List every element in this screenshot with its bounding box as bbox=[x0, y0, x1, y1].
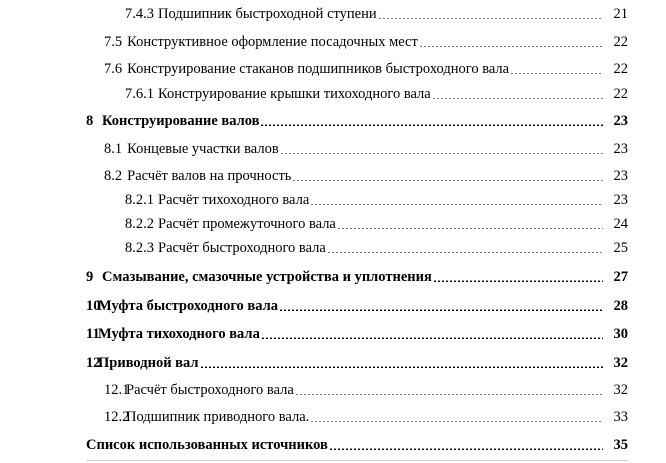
toc-entry-number: 8.1 bbox=[104, 141, 123, 157]
dot-leader bbox=[280, 153, 603, 154]
toc-entry-number: 8.2.2 bbox=[125, 216, 154, 232]
toc-entry-10[interactable] bbox=[86, 297, 628, 315]
toc-entry-7-5[interactable] bbox=[104, 33, 628, 51]
toc-entry-title: Муфта тихоходного вала bbox=[98, 326, 260, 342]
toc-entry-12-1[interactable] bbox=[104, 381, 628, 399]
toc-entry-title: Смазывание, смазочные устройства и уплотнения bbox=[102, 269, 432, 285]
toc-entry-title: Муфта быстроходного вала bbox=[98, 298, 279, 314]
toc-entry-page: 21 bbox=[613, 6, 628, 22]
toc-entry-8-2[interactable] bbox=[104, 167, 628, 185]
toc-entry-number: 12 bbox=[86, 355, 101, 371]
toc-entry-title: Подшипник приводного вала. bbox=[126, 409, 310, 425]
toc-entry-page: 24 bbox=[613, 216, 628, 232]
dot-leader bbox=[310, 421, 603, 422]
dot-leader bbox=[200, 366, 603, 368]
toc-entry-8-2-1[interactable] bbox=[125, 191, 628, 209]
toc-entry-page: 32 bbox=[613, 355, 628, 371]
dot-leader bbox=[419, 46, 603, 47]
toc-entry-page: 33 bbox=[613, 409, 628, 425]
dot-leader bbox=[261, 337, 603, 339]
toc-entry-12-2[interactable] bbox=[104, 408, 628, 426]
toc-entry-title: Расчёт тихоходного вала bbox=[158, 192, 310, 208]
toc-entry-title: Конструктивное оформление посадочных мест bbox=[127, 34, 418, 50]
dot-leader bbox=[327, 252, 603, 253]
toc-entry-number: 10 bbox=[86, 298, 101, 314]
toc-entry-title: Приводной вал bbox=[98, 355, 199, 371]
toc-entry-page: 23 bbox=[613, 141, 628, 157]
toc-entry-title: Расчёт быстроходного вала bbox=[126, 382, 294, 398]
toc-entry-number: 12.1 bbox=[104, 382, 130, 398]
toc-entry-title: Список использованных источников bbox=[86, 437, 328, 453]
toc-entry-page: 30 bbox=[613, 326, 628, 342]
dot-leader bbox=[432, 98, 603, 99]
toc-entry-page: 32 bbox=[613, 382, 628, 398]
dot-leader bbox=[510, 73, 603, 74]
dot-leader bbox=[310, 204, 603, 205]
toc-entry-title: Конструирование крышки тихоходного вала bbox=[158, 86, 431, 102]
toc-entry-title: Подшипник быстроходной ступени bbox=[158, 6, 377, 22]
toc-entry-title: Расчёт валов на прочность bbox=[127, 168, 292, 184]
toc-entry-page: 22 bbox=[613, 61, 628, 77]
toc-entry-title: Расчёт быстроходного вала bbox=[158, 240, 326, 256]
toc-entry-9[interactable] bbox=[86, 268, 628, 286]
toc-entry-number: 11 bbox=[86, 326, 100, 342]
toc-entry-7-6[interactable] bbox=[104, 60, 628, 78]
toc-entry-number: 7.6.1 bbox=[125, 86, 154, 102]
toc-entry-number: 8.2 bbox=[104, 168, 123, 184]
dot-leader bbox=[260, 124, 603, 126]
toc-entry-number: 8.2.3 bbox=[125, 240, 154, 256]
page-bottom-rule bbox=[86, 460, 628, 461]
dot-leader bbox=[329, 448, 603, 450]
toc-entry-page: 28 bbox=[613, 298, 628, 314]
toc-entry-references[interactable] bbox=[86, 436, 628, 454]
toc-entry-7-4-3[interactable] bbox=[125, 5, 628, 23]
toc-entry-page: 23 bbox=[613, 192, 628, 208]
toc-entry-11[interactable] bbox=[86, 325, 628, 343]
toc-entry-page: 25 bbox=[613, 240, 628, 256]
toc-entry-title: Конструирование валов bbox=[102, 113, 260, 129]
toc-entry-page: 23 bbox=[613, 168, 628, 184]
dot-leader bbox=[337, 228, 603, 229]
dot-leader bbox=[433, 280, 603, 282]
toc-entry-title: Расчёт промежуточного вала bbox=[158, 216, 336, 232]
dot-leader bbox=[292, 180, 603, 181]
toc-entry-page: 35 bbox=[613, 437, 628, 453]
toc-entry-page: 22 bbox=[613, 86, 628, 102]
toc-entry-number: 7.5 bbox=[104, 34, 123, 50]
toc-entry-page: 23 bbox=[613, 113, 628, 129]
toc-entry-title: Конструирование стаканов подшипников быстроходного вала bbox=[127, 61, 510, 77]
dot-leader bbox=[295, 394, 603, 395]
dot-leader bbox=[279, 309, 603, 311]
toc-entry-number: 9 bbox=[86, 269, 94, 285]
toc-entry-page: 27 bbox=[613, 269, 628, 285]
toc-entry-number: 12.2 bbox=[104, 409, 130, 425]
dot-leader bbox=[378, 18, 603, 19]
toc-entry-8-2-3[interactable] bbox=[125, 239, 628, 257]
toc-entry-number: 8.2.1 bbox=[125, 192, 154, 208]
toc-entry-12[interactable] bbox=[86, 354, 628, 372]
toc-entry-7-6-1[interactable] bbox=[125, 85, 628, 103]
toc-entry-page: 22 bbox=[613, 34, 628, 50]
toc-entry-8[interactable] bbox=[86, 112, 628, 130]
toc-entry-number: 7.6 bbox=[104, 61, 123, 77]
toc-entry-number: 7.4.3 bbox=[125, 6, 154, 22]
toc-entry-number: 8 bbox=[86, 113, 94, 129]
toc-entry-title: Концевые участки валов bbox=[127, 141, 279, 157]
toc-entry-8-2-2[interactable] bbox=[125, 215, 628, 233]
toc-entry-8-1[interactable] bbox=[104, 140, 628, 158]
